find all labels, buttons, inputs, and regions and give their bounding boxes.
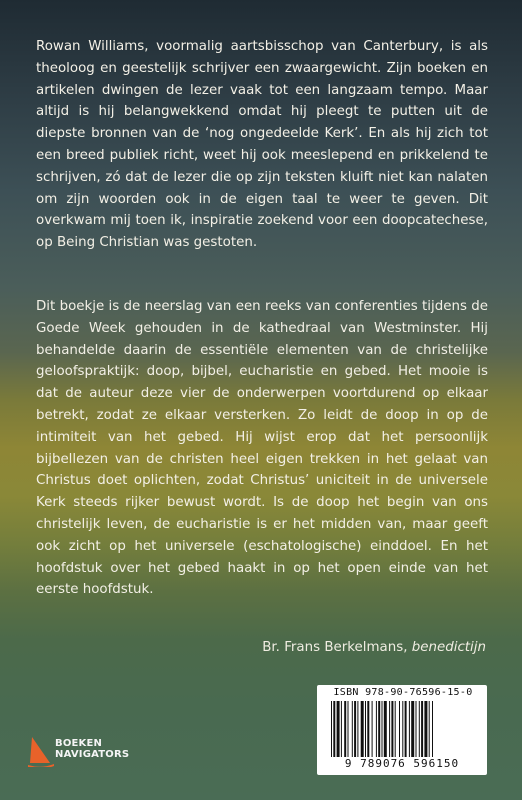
barcode-bar	[367, 701, 369, 757]
barcode-bar	[421, 701, 423, 757]
barcode-digits: 9 789076 596150	[344, 757, 460, 770]
publisher-name-line-1: BOEKEN	[55, 738, 103, 749]
barcode-bar	[361, 701, 364, 757]
barcode-bars	[331, 701, 479, 757]
barcode-bar	[337, 701, 340, 757]
barcode-bar	[409, 701, 410, 757]
barcode-bar	[333, 701, 335, 757]
barcode-bar	[402, 701, 403, 757]
barcode-bar	[416, 701, 417, 757]
back-cover-paragraph-1: Rowan Williams, voormalig aartsbisschop van Canterbury, is als theoloog en geestelijk schrijver een zwaargewicht. Zijn boeken en artikelen dwingen de lezer vaak tot een langzaam tempo. Maar altijd is hij belangwekkend omdat hij pleegt te putten uit de diepste bronnen van de ‘nog ongedeelde Kerk’. En als hij zich tot een breed publiek richt, weet hij ook meeslepend en prikkelend te schrijven, zó dat de lezer die op zijn teksten kluift niet kan nalaten om zijn woorden ook in de eigen taal te weer te geven. Dit overkwam mij toen ik, inspiratie zoekend voor een doopcatechese, op Being Christian was gestoten.	[36, 39, 488, 251]
barcode-bar	[357, 701, 358, 757]
barcode-bar	[352, 701, 353, 757]
barcode-bar	[384, 701, 387, 757]
barcode-bar	[372, 701, 373, 757]
publisher-name-line-2: NAVIGATORS	[55, 749, 130, 760]
reviewer-name: Br. Frans Berkelmans,	[262, 640, 408, 655]
barcode-bar	[382, 701, 383, 757]
barcode-bar	[341, 701, 342, 757]
reviewer-role: benedictijn	[411, 640, 486, 655]
barcode-bar	[395, 701, 396, 757]
isbn-barcode	[317, 685, 487, 775]
barcode-bar	[432, 701, 433, 757]
publisher-logo	[28, 735, 168, 775]
barcode-bar	[424, 701, 427, 757]
barcode-bar	[391, 701, 393, 757]
barcode-bar	[389, 701, 390, 757]
barcode-bar	[331, 701, 332, 757]
barcode-bar	[378, 701, 380, 757]
isbn-label: ISBN 978-90-76596-15-0	[333, 687, 473, 698]
barcode-bar	[419, 701, 420, 757]
sail-icon	[28, 735, 54, 767]
barcode-bar	[411, 701, 414, 757]
barcode-bar	[354, 701, 356, 757]
back-cover-paragraph-2: Dit boekje is de neerslag van een reeks van conferenties tijdens de Goede Week gehouden in de kathedraal van Westminster. Hij behandelde daarin de essentiële elementen van de christelijke geloofspraktijk: doop, bijbel, eucharistie en gebed. Het mooie is dat de auteur deze vier de onderwerpen voortdurend op elkaar betrekt, zodat ze elkaar versterken. Zo leidt de doop in op de intimiteit van het gebed. Hij wijst erop dat het persoonlijk bijbellezen van de christen heel eigen trekken in het gelaat van Christus doet oplichten, zodat Christus’ uniciteit in de universele Kerk steeds rijker bewust wordt. Is de doop het begin van ons christelijk leven, de eucharistie is er het midden van, maar geeft ook zicht op het universele (eschatologische) einddoel. En het hoofdstuk over het gebed haakt in op het open einde van het eerste hoofdstuk.	[36, 299, 488, 598]
barcode-bar	[429, 701, 430, 757]
barcode-bar	[348, 701, 349, 757]
barcode-bar	[365, 701, 366, 757]
reviewer-signature	[262, 640, 486, 655]
barcode-bar	[405, 701, 407, 757]
barcode-bar	[376, 701, 377, 757]
barcode-bar	[344, 701, 346, 757]
barcode-bar	[399, 701, 400, 757]
